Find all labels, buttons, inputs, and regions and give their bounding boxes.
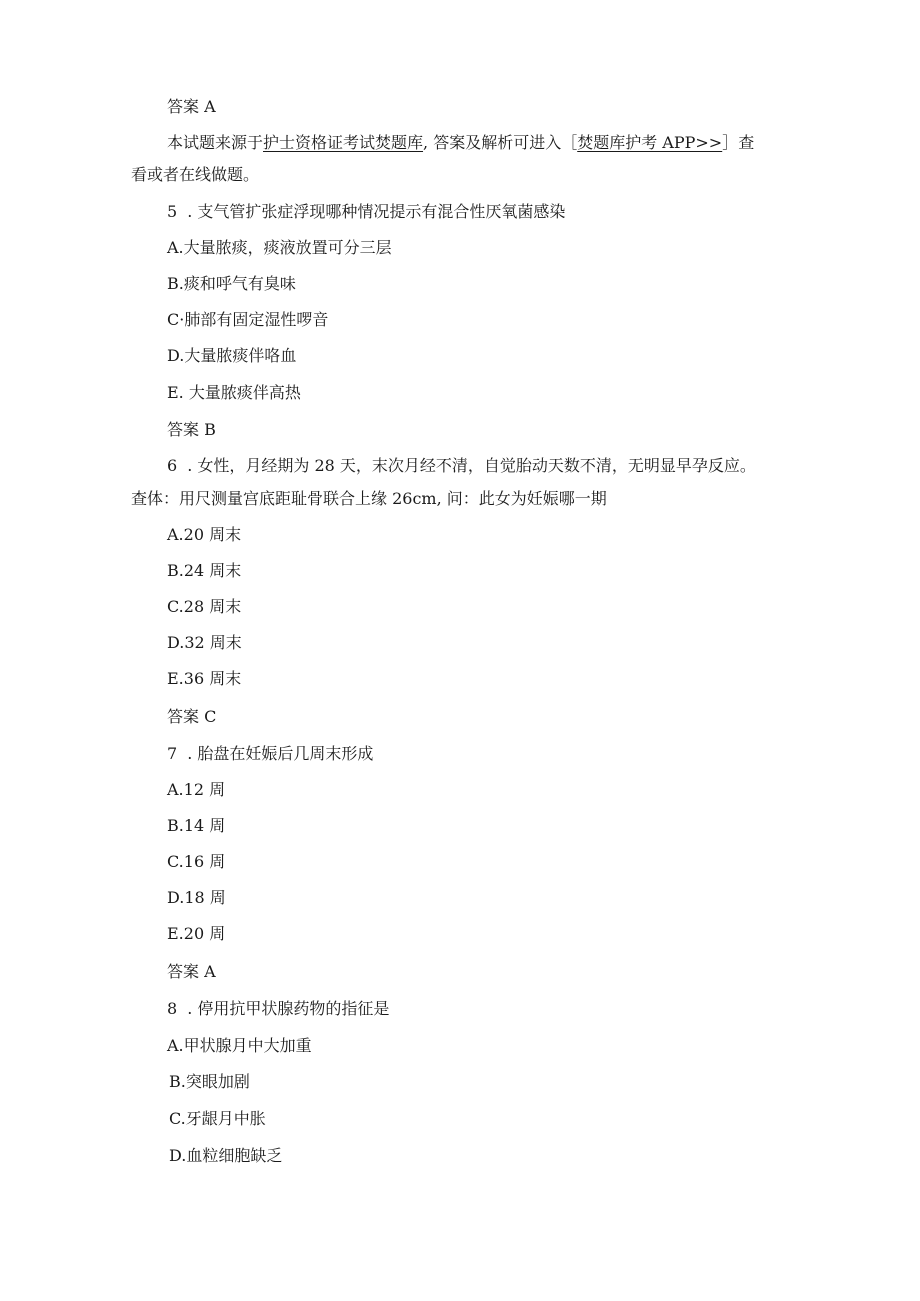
answer-label: 答案 B (167, 420, 216, 439)
question-text-continued: 查体：用尺测量宫底距耻骨联合上缘 26cm, 问：此女为妊娠哪一期 (131, 489, 607, 508)
question-number: 8 (167, 999, 178, 1018)
answer-label: 答案 C (167, 707, 217, 726)
option: A.20 周末 (167, 525, 242, 544)
question-text: . 胎盘在妊娠后几周末形成 (187, 744, 374, 763)
option: D.18 周 (167, 888, 226, 907)
question-text: . 女性，月经期为 28 天，末次月经不清，自觉胎动天数不清，无明显早孕反应。 (187, 456, 756, 475)
question-number: 5 (167, 202, 178, 221)
app-link[interactable]: 焚题库护考 APP>> (577, 133, 723, 152)
option: E.20 周 (167, 924, 226, 943)
option: C.牙龈月中胀 (169, 1109, 266, 1128)
question-text: . 支气管扩张症浮现哪种情况提示有混合性厌氧菌感染 (187, 202, 566, 221)
question-number: 6 (167, 456, 178, 475)
option: A.大量脓痰，痰液放置可分三层 (167, 238, 392, 257)
option: D.血粒细胞缺乏 (169, 1146, 283, 1165)
answer-label: 答案 A (167, 97, 216, 116)
source-mid: , 答案及解析可进入［ (423, 133, 578, 152)
option: C.16 周 (167, 852, 226, 871)
question-stem (167, 455, 756, 477)
option: B.24 周末 (167, 561, 242, 580)
option: D.32 周末 (167, 633, 242, 652)
question-stem (167, 743, 373, 765)
question-stem (167, 998, 389, 1020)
answer-label: 答案 A (167, 962, 216, 981)
question-text: . 停用抗甲状腺药物的指征是 (187, 999, 390, 1018)
source-note (167, 132, 754, 154)
option: B.14 周 (167, 816, 226, 835)
question-stem (167, 201, 565, 223)
option: A.12 周 (167, 780, 226, 799)
option: C·肺部有固定湿性啰音 (167, 310, 329, 329)
question-number: 7 (167, 744, 178, 763)
option: D.大量脓痰伴咯血 (167, 346, 297, 365)
option: C.28 周末 (167, 597, 242, 616)
option: B.痰和呼气有臭味 (167, 274, 296, 293)
question-bank-link[interactable]: 护士资格证考试焚题库 (263, 133, 424, 152)
option: B.突眼加剧 (169, 1072, 250, 1091)
option: A.甲状腺月中大加重 (167, 1036, 312, 1055)
source-prefix: 本试题来源于 (167, 133, 264, 152)
source-suffix: ］查 (722, 133, 755, 152)
option: E.36 周末 (167, 669, 242, 688)
source-note-continued: 看或者在线做题。 (131, 165, 260, 184)
option: E. 大量脓痰伴高热 (167, 383, 301, 402)
